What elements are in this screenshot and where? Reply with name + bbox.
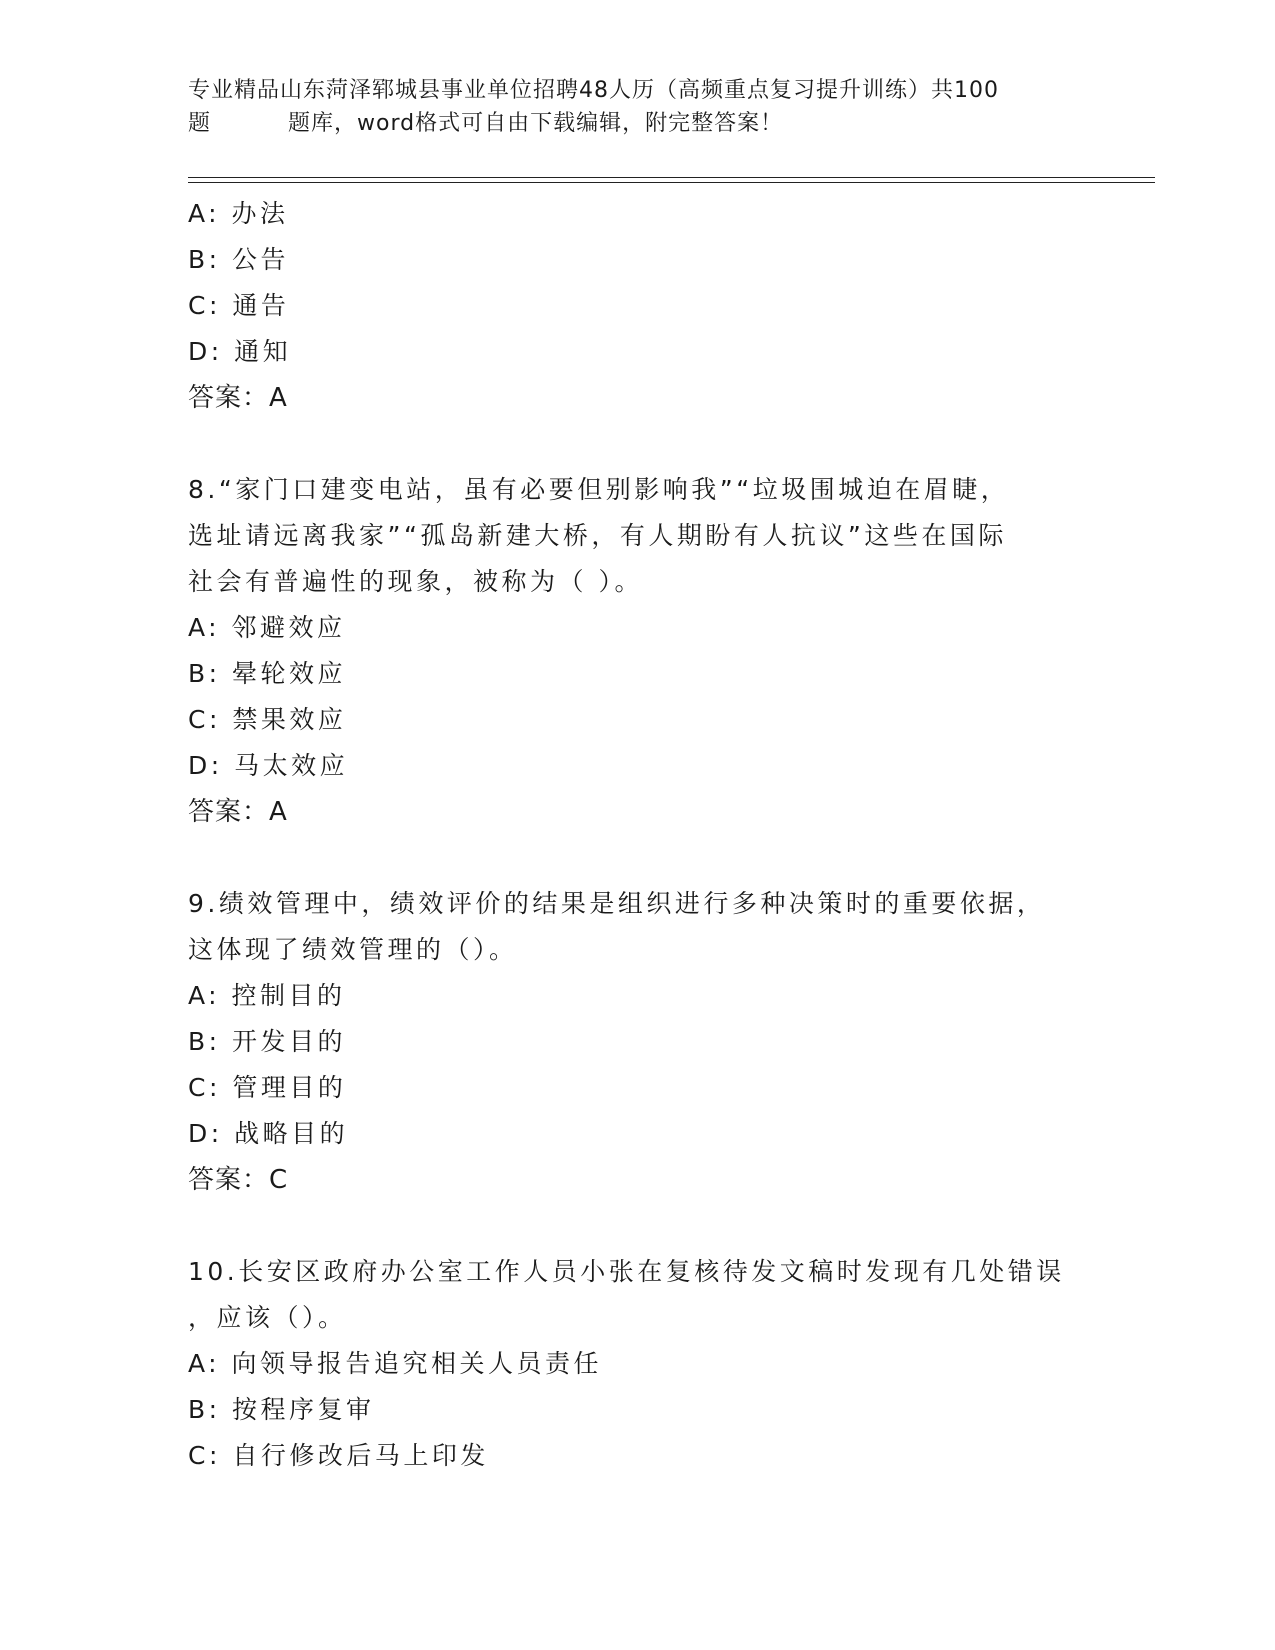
question-10: [188, 1249, 1088, 1479]
option-c: C: 自行修改后马上印发: [188, 1441, 489, 1470]
option-b: B: 晕轮效应: [188, 659, 347, 688]
option-a: A: 控制目的: [188, 981, 346, 1010]
question-stem-line: 9.绩效管理中，绩效评价的结果是组织进行多种决策时的重要依据，: [188, 889, 1046, 918]
option-b: B: 开发目的: [188, 1027, 347, 1056]
question-spacer: [188, 835, 1088, 881]
answer-line: 答案：A: [188, 383, 288, 413]
question-stem-line: 10.长安区政府办公室工作人员小张在复核待发文稿时发现有几处错误: [188, 1257, 1065, 1286]
header-title-line-2: [188, 107, 1068, 140]
header-divider-top: [188, 177, 1155, 178]
header-divider-bottom: [188, 182, 1155, 183]
option-d: D: 马太效应: [188, 751, 349, 780]
document-header: [188, 74, 1068, 140]
question-stem-line: 8.“家门口建变电站，虽有必要但别影响我”“垃圾围城迫在眉睫，: [188, 475, 1010, 504]
option-d: D: 战略目的: [188, 1119, 349, 1148]
header-title-rest: 题库，word格式可自由下载编辑，附完整答案！: [288, 111, 784, 136]
option-c: C: 禁果效应: [188, 705, 347, 734]
option-d: D: 通知: [188, 337, 292, 366]
option-c: C: 管理目的: [188, 1073, 347, 1102]
option-b: B: 公告: [188, 245, 290, 274]
question-spacer: [188, 1203, 1088, 1249]
question-stem-line: 选址请远离我家”“孤岛新建大桥，有人期盼有人抗议”这些在国际: [188, 521, 1007, 550]
answer-line: 答案：C: [188, 1165, 289, 1195]
header-title-lead: 题: [188, 111, 212, 136]
option-c: C: 通告: [188, 291, 290, 320]
option-a: A: 向领导报告追究相关人员责任: [188, 1349, 603, 1378]
question-7: [188, 191, 1088, 421]
question-list: [188, 191, 1088, 1479]
option-b: B: 按程序复审: [188, 1395, 375, 1424]
option-a: A: 邻避效应: [188, 613, 346, 642]
question-spacer: [188, 421, 1088, 467]
question-stem-line: 这体现了绩效管理的（）。: [188, 935, 518, 964]
option-a: A: 办法: [188, 199, 289, 228]
question-9: [188, 881, 1088, 1203]
header-title-line-1: 专业精品山东菏泽郓城县事业单位招聘48人历（高频重点复习提升训练）共100: [188, 78, 999, 103]
answer-line: 答案：A: [188, 797, 288, 827]
question-stem-line: 社会有普遍性的现象，被称为（ ）。: [188, 567, 643, 596]
question-8: [188, 467, 1088, 835]
question-stem-line: ，应该（）。: [188, 1303, 347, 1332]
